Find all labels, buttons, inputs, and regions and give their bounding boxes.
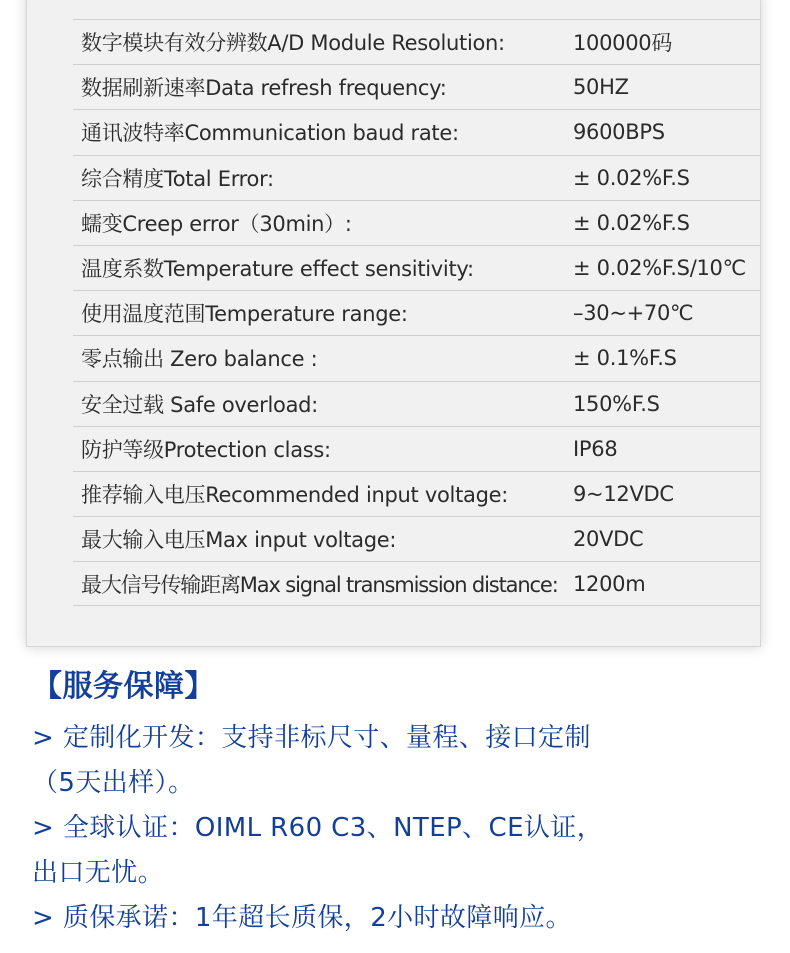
spec-label: 零点输出 Zero balance :	[81, 347, 318, 372]
spec-label: 温度系数Temperature effect sensitivity:	[81, 257, 474, 282]
spec-row-transmission-distance	[73, 561, 761, 606]
spec-value: 150%F.S	[573, 391, 660, 416]
spec-label: 防护等级Protection class:	[81, 437, 331, 462]
spec-row-resolution	[73, 19, 761, 64]
spec-row-safe-overload	[73, 381, 761, 426]
spec-value: –30~+70℃	[573, 301, 694, 326]
spec-row-creep-error	[73, 200, 761, 245]
spec-row-temperature-sensitivity	[73, 245, 761, 290]
spec-value: 20VDC	[573, 527, 644, 552]
spec-label: 最大信号传输距离Max signal transmission distance:	[81, 572, 558, 597]
spec-value: ± 0.02%F.S	[573, 165, 690, 190]
spec-label: 安全过载 Safe overload:	[81, 392, 318, 417]
spec-label: 蠕变Creep error（30min）:	[81, 211, 352, 236]
spec-value: ± 0.1%F.S	[573, 346, 677, 371]
service-title: 【服务保障】	[32, 669, 215, 704]
spec-row-baud-rate	[73, 109, 761, 154]
service-line-customization: > 定制化开发：支持非标尺寸、量程、接口定制	[32, 723, 591, 753]
spec-label: 数字模块有效分辨数A/D Module Resolution:	[81, 31, 505, 56]
spec-label: 使用温度范围Temperature range:	[81, 302, 408, 327]
spec-label: 推荐输入电压Recommended input voltage:	[81, 482, 508, 507]
spec-value: ± 0.02%F.S/10℃	[573, 256, 746, 281]
spec-row-temperature-range	[73, 290, 761, 335]
service-section	[32, 664, 772, 941]
spec-value: 9~12VDC	[573, 481, 674, 506]
spec-label: 最大输入电压Max input voltage:	[81, 528, 397, 553]
spec-row-max-voltage	[73, 516, 761, 561]
spec-label: 数据刷新速率Data refresh frequency:	[81, 76, 447, 101]
service-line-certification: > 全球认证：OIML R60 C3、NTEP、CE认证，	[32, 813, 604, 843]
spec-value: 9600BPS	[573, 120, 665, 145]
spec-row-recommended-voltage	[73, 471, 761, 516]
spec-value: ± 0.02%F.S	[573, 210, 690, 235]
spec-value: IP68	[573, 436, 618, 461]
spec-card	[26, 0, 761, 647]
spec-row-total-error	[73, 155, 761, 200]
spec-row-zero-balance	[73, 335, 761, 380]
service-line-certification-cont: 出口无忧。	[32, 858, 165, 888]
spec-table	[73, 19, 761, 606]
spec-label: 通讯波特率Communication baud rate:	[81, 121, 459, 146]
service-line-warranty: > 质保承诺：1年超长质保，2小时故障响应。	[32, 903, 572, 933]
spec-row-refresh-frequency	[73, 64, 761, 109]
service-line-customization-cont: （5天出样）。	[32, 768, 195, 798]
spec-value: 50HZ	[573, 75, 629, 100]
spec-label: 综合精度Total Error:	[81, 166, 274, 191]
spec-value: 1200m	[573, 571, 646, 596]
spec-value: 100000码	[573, 31, 673, 56]
spec-row-protection-class	[73, 426, 761, 471]
